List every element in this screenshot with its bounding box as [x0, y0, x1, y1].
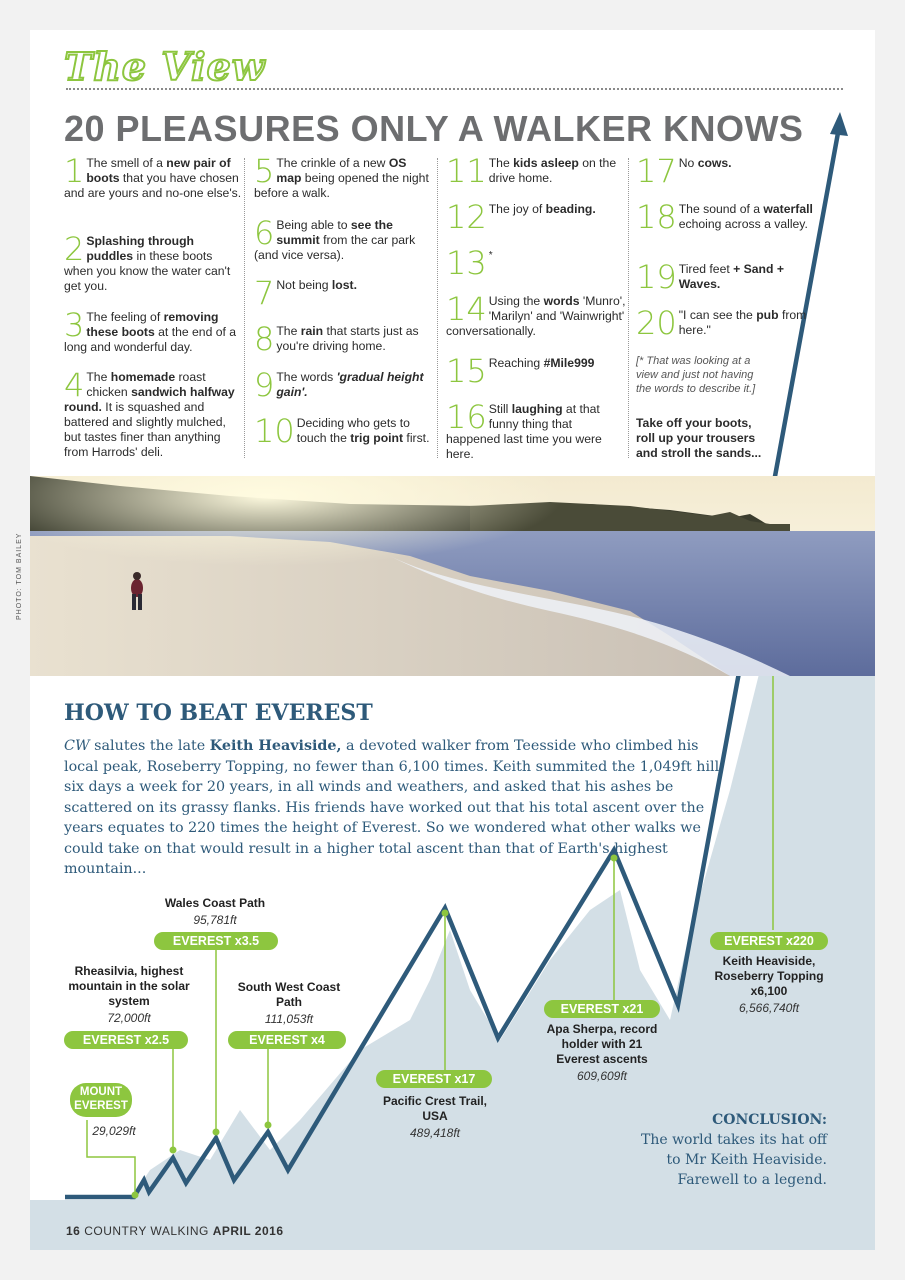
magazine-abbrev: CW — [64, 738, 90, 754]
pleasure-item — [446, 244, 626, 282]
pleasure-highlight: lost. — [331, 278, 357, 292]
pleasure-highlight: homemade — [110, 370, 176, 384]
pleasure-item — [446, 398, 626, 462]
peak-name: Wales Coast Path — [164, 896, 266, 910]
page-number: 16 — [66, 1224, 81, 1238]
pleasure-text: The smell of a — [86, 156, 167, 170]
pleasure-number: 14 — [446, 290, 487, 328]
pleasure-text: Tired feet — [678, 262, 734, 276]
peak-label — [380, 1094, 490, 1141]
pleasure-number: 6 — [254, 214, 275, 252]
pleasure-highlight: rain — [300, 324, 324, 338]
pleasure-text: Not being — [276, 278, 332, 292]
peak-label — [230, 980, 348, 1027]
conclusion-line: Farewell to a legend. — [677, 1172, 827, 1188]
pleasure-text: The joy of — [488, 202, 546, 216]
pleasure-item — [254, 274, 434, 312]
column-divider — [628, 158, 629, 458]
peak-label — [140, 896, 290, 928]
pleasure-text: Still — [488, 402, 512, 416]
peak-pill: EVEREST x3.5 — [154, 932, 278, 950]
page-footer — [66, 1224, 284, 1238]
pleasure-text: Deciding who gets to touch the — [296, 416, 410, 445]
pleasure-highlight: Splashing through puddles — [86, 234, 195, 263]
pleasure-item — [636, 258, 826, 296]
peak-pill: EVEREST x4 — [228, 1031, 346, 1049]
pleasure-number: 7 — [254, 274, 275, 312]
pleasure-item — [636, 198, 826, 236]
peak-feet: 6,566,740ft — [738, 1001, 800, 1015]
peak-pill: EVEREST x2.5 — [64, 1031, 188, 1049]
pleasure-text: echoing across a valley. — [678, 217, 808, 231]
pleasure-text: being opened the night before a walk. — [254, 171, 429, 200]
peak-label — [710, 954, 828, 1016]
pleasure-text: The — [86, 370, 111, 384]
peak-feet: 72,000ft — [107, 1011, 151, 1025]
intro-text: a devoted walker from Teesside who climbed his local peak, Roseberry Topping, no fewer than 6,100 times. Keith summited the 1,049ft hill six days a week for 20 years, in all winds and weathers, and asked that his ashes be scattered on its grassy flanks. His friends have worked out that his total ascent over the years equates to 220 times the height of Everest. So we wondered what other walks we could take on that would result in a higher total ascent than that of Earth's highest mountain... — [64, 738, 720, 877]
pleasure-number: 3 — [64, 306, 85, 344]
pleasure-highlight: words — [543, 294, 580, 308]
pleasure-highlight: cows. — [697, 156, 732, 170]
pleasure-number: 8 — [254, 320, 275, 358]
pleasure-highlight: trig point — [350, 431, 404, 445]
pleasure-text: at the end of a long and wonderful day. — [64, 325, 237, 354]
pleasure-highlight: 'gradual height gain'. — [276, 370, 424, 399]
peak-feet: 489,418ft — [409, 1126, 461, 1140]
pleasure-number: 5 — [254, 152, 275, 190]
pleasure-text: It is squashed and battered and slightly mulched, but tastes finer than anything from Harrods' deli. — [64, 400, 226, 459]
peak-feet: 95,781ft — [193, 913, 237, 927]
call-to-action: Take off your boots, roll up your trousers and stroll the sands... — [636, 416, 762, 460]
pleasure-text: The — [276, 324, 301, 338]
pleasure-text: The feeling of — [86, 310, 164, 324]
pleasure-item — [254, 214, 434, 263]
pleasure-text: roast chicken — [86, 370, 206, 399]
pleasure-number: 12 — [446, 198, 487, 236]
peak-label — [54, 964, 204, 1026]
peak-name: Apa Sherpa, record holder with 21 Everest ascents — [546, 1022, 658, 1066]
pleasure-highlight: #Mile999 — [543, 356, 595, 370]
pleasure-highlight: see the summit — [276, 218, 393, 247]
pleasure-item — [636, 152, 826, 190]
pleasure-highlight: + Sand + Waves. — [678, 262, 784, 291]
peak-label — [74, 1122, 154, 1139]
peak-pill: EVEREST x17 — [376, 1070, 492, 1088]
pleasure-text: that you have chosen and are yours and no-one else's. — [64, 171, 242, 200]
pleasure-text: 'Munro', 'Marilyn' and 'Wainwright' conversationally. — [446, 294, 626, 338]
pleasure-text: on the drive home. — [488, 156, 617, 185]
pleasure-item — [64, 230, 244, 294]
pleasure-item — [254, 320, 434, 358]
pleasure-item — [446, 352, 626, 390]
pleasure-number: 2 — [64, 230, 85, 268]
pleasure-text: The words — [276, 370, 337, 384]
pleasure-item — [636, 304, 826, 342]
pleasure-text: Using the — [488, 294, 544, 308]
pleasure-number: 11 — [446, 152, 487, 190]
arrow-head-icon — [830, 112, 848, 136]
pleasure-text: Being able to — [276, 218, 351, 232]
pleasure-item — [64, 152, 244, 201]
column-divider — [437, 158, 438, 458]
pleasure-number: 9 — [254, 366, 275, 404]
beach-photo — [30, 476, 875, 676]
pleasure-item — [64, 306, 244, 355]
pleasure-number: 10 — [254, 412, 295, 450]
pleasure-text: * — [488, 250, 493, 261]
pleasure-number: 4 — [64, 366, 85, 404]
pleasure-number: 18 — [636, 198, 677, 236]
peak-feet: 111,053ft — [264, 1012, 314, 1026]
pleasure-text: at that funny thing that happened last time you were here. — [446, 402, 602, 461]
pleasure-item — [254, 412, 434, 450]
pleasure-highlight: beading. — [545, 202, 596, 216]
intro-name: Keith Heaviside, — [209, 738, 342, 754]
pleasure-highlight: sandwich halfway round. — [64, 385, 235, 414]
pleasure-text: that starts just as you're driving home. — [276, 324, 419, 353]
conclusion-line: The world takes its hat off — [640, 1132, 827, 1148]
pleasure-item — [64, 366, 244, 460]
pleasure-text: "I can see the — [678, 308, 757, 322]
peak-name: South West Coast Path — [237, 980, 341, 1009]
pleasure-highlight: pub — [756, 308, 779, 322]
pleasure-number: 13 — [446, 244, 487, 282]
pleasure-number: 19 — [636, 258, 677, 296]
peak-feet: 609,609ft — [576, 1069, 628, 1083]
pleasure-text: The — [488, 156, 514, 170]
pleasure-highlight: kids asleep — [513, 156, 579, 170]
conclusion-heading: CONCLUSION: — [712, 1112, 827, 1128]
pleasure-number: 16 — [446, 398, 487, 436]
pleasure-highlight: new pair of boots — [86, 156, 231, 185]
pleasure-highlight: laughing — [511, 402, 563, 416]
section-title: The View — [64, 44, 266, 89]
peak-pill: MOUNT EVEREST — [70, 1083, 132, 1117]
pleasure-number: 15 — [446, 352, 487, 390]
pleasure-text: from here." — [678, 308, 807, 337]
pleasure-item — [446, 198, 626, 236]
pleasure-text: from the car park (and vice versa). — [254, 233, 416, 262]
intro-text: salutes the late — [89, 738, 210, 754]
pleasure-item — [446, 152, 626, 190]
peak-name: Keith Heaviside, Roseberry Topping x6,100 — [714, 954, 824, 998]
peak-pill: EVEREST x21 — [544, 1000, 660, 1018]
pleasure-highlight: OS map — [276, 156, 407, 185]
pleasure-highlight: waterfall — [763, 202, 813, 216]
everest-intro — [64, 736, 724, 880]
dotted-divider — [66, 88, 843, 90]
peak-name: Rheasilvia, highest mountain in the solar system — [68, 964, 190, 1008]
pleasure-number: 20 — [636, 304, 677, 342]
pleasure-text: Reaching — [488, 356, 544, 370]
pleasure-item — [446, 290, 626, 339]
peak-feet: 29,029ft — [92, 1124, 136, 1138]
pleasure-item — [254, 366, 434, 404]
pleasure-text: No — [678, 156, 698, 170]
pleasure-text: The crinkle of a new — [276, 156, 389, 170]
pleasure-item — [254, 152, 434, 201]
conclusion-line: to Mr Keith Heaviside. — [666, 1152, 827, 1168]
footnote: [* That was looking at a view and just not having the words to describe it.] — [636, 355, 756, 395]
magazine-name: COUNTRY WALKING — [84, 1224, 209, 1238]
pleasure-text: The sound of a — [678, 202, 764, 216]
column-divider — [244, 158, 245, 458]
page-headline: 20 PLEASURES ONLY A WALKER KNOWS — [64, 108, 804, 149]
peak-name: Pacific Crest Trail, USA — [382, 1094, 488, 1123]
magazine-page — [16, 30, 875, 1250]
issue-date: APRIL 2016 — [212, 1224, 284, 1238]
pleasure-highlight: removing these boots — [86, 310, 219, 339]
pleasure-text: in these boots when you know the water can't get you. — [64, 249, 231, 293]
conclusion — [641, 1110, 827, 1190]
pleasure-number: 17 — [636, 152, 677, 190]
photo-credit: PHOTO: TOM BAILEY — [16, 532, 23, 620]
peak-pill: EVEREST x220 — [710, 932, 828, 950]
pleasure-number: 1 — [64, 152, 85, 190]
peak-label — [544, 1022, 660, 1084]
pleasure-text: first. — [403, 431, 430, 445]
everest-title: HOW TO BEAT EVEREST — [64, 700, 373, 726]
